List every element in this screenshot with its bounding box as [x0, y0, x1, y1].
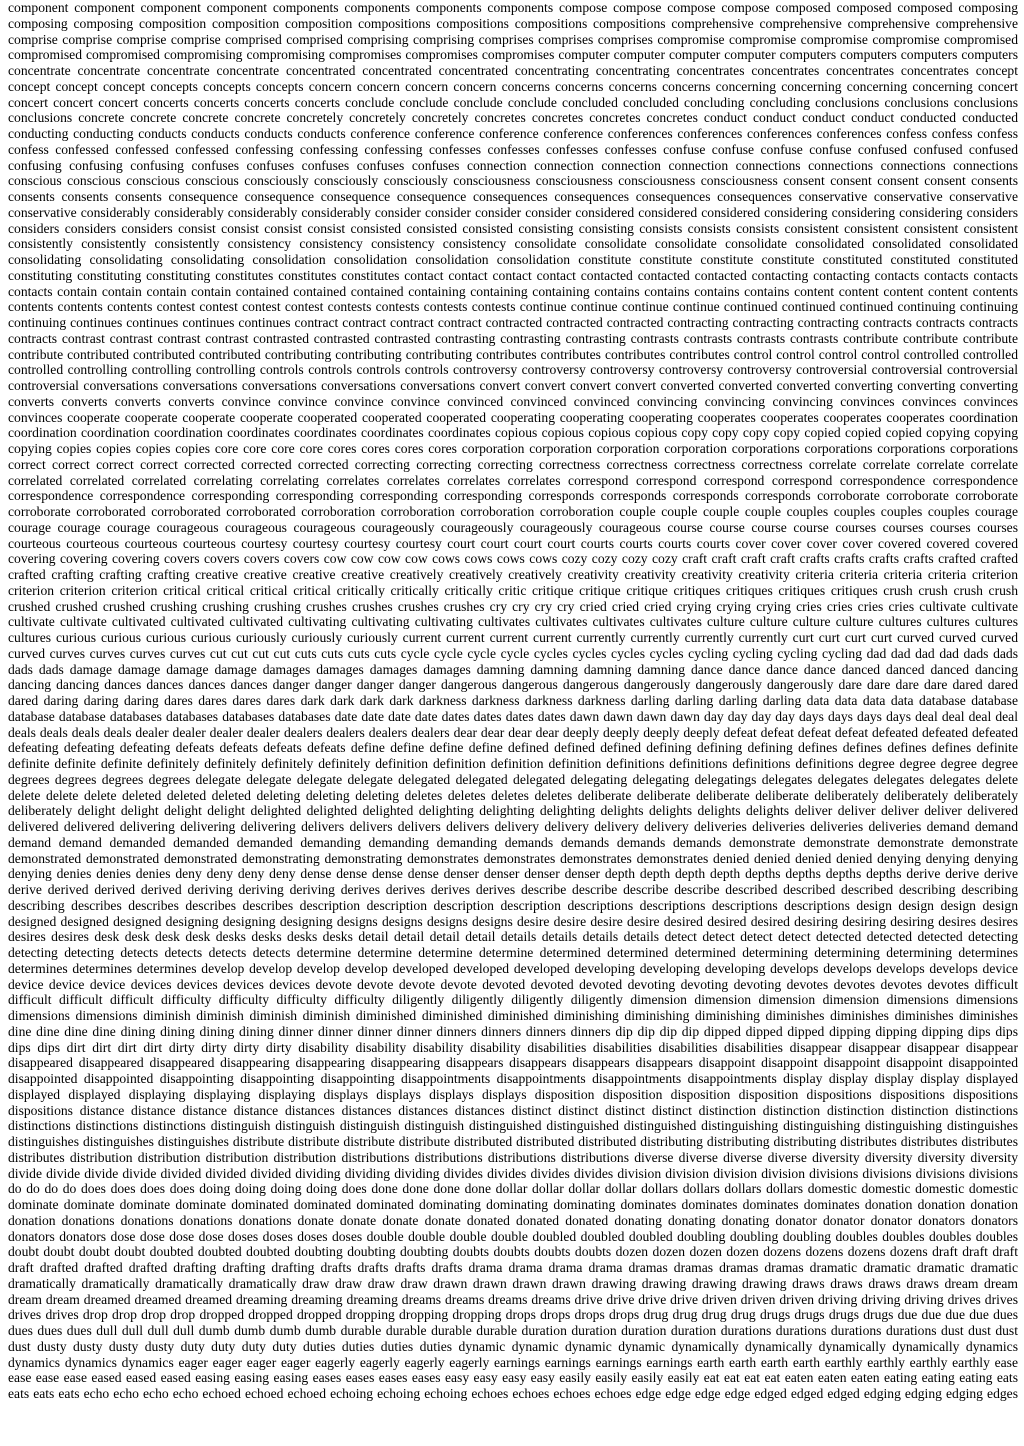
word-list-text: component component component component components components components components compose compose compose compose composed composed composed composing composing composing composition composition composition compositions compositions compositions compositions comprehensive comprehensive comprehensive comprehensive comprise comprise comprise comprise comprised comprised comprising comprising comprises comprises comprises compromise compromise compromise compromise compromised compromised compromised compromising compromising compromises compromises compromises computer computer computer computer computers computers computers computers concentrate concentrate concentrate concentrate concentrated concentrated concentrated concentrating concentrating concentrates concentrates concentrates concentrates concept concept concept concept concepts concepts concepts concern concern concern concern concerns concerns concerns concerns concerning concerning concerning concerning concert concert concert concert concerts concerts concerts concerts conclude conclude conclude conclude concluded concluded concluding concluding conclusions conclusions conclusions conclusions concrete concrete concrete concrete concretely concretely concretely concretes concretes concretes concretes conduct conduct conduct conduct conducted conducted conducting conducting conducts conducts conducts conducts conference conference conference conference conferences conferences conferences conferences confess confess confess confess confessed confessed confessed confessing confessing confessing confesses confesses confesses confesses confuse confuse confuse confuse confused confused confused confusing confusing confusing confuses confuses confuses confuses confuses connection connection connection connection connections connections connections connections conscious conscious conscious conscious consciously consciously consciously consciousness consciousness consciousness consciousness consent consent consent consent consents consents consents consents consequence consequence consequence consequence consequences consequences consequences consequences conservative conservative conservative conservative considerably considerably considerably considerably consider consider consider consider considered considered considered considering considering considering considers considers considers considers consist consist consist consist consisted consisted consisted consisting consisting consists consists consists consistent consistent consistent consistent consistently consistently consistently consistency consistency consistency consistency consolidate consolidate consolidate consolidate consolidated consolidated consolidated consolidating consolidating consolidating consolidation consolidation consolidation consolidation constitute constitute constitute constitute constituted constituted constituted constituting constituting constituting constitutes constitutes constitutes contact contact contact contact contacted contacted contacted contacting contacting contacts contacts contacts contacts contain contain contain contain contained contained contained containing containing containing contains contains contains contains content content content content contents contents contents contents contest contest contest contest contests contests contests contests continue continue continue continue continued continued continued continuing continuing continuing continues continues continues continues contract contract contract contract contracted contracted contracted contracting contracting contracting contracts contracts contracts contracts contrast contrast contrast contrast contrasted contrasted contrasted contrasting contrasting contrasting contrasts contrasts contrasts contrasts contribute contribute contribute contribute contributed contributed contributed contributing contributing contributing contributes contributes contributes contributes control control control control controlled controlled controlled controlling controlling controlling controls controls controls controls controversy controversy controversy controversy controversy controversial controversial controversial controversial conversations conversations conversations conversations conversations convert convert convert convert converted converted converted converting converting converting converts converts converts converts convince convince convince convince convinced convinced convinced convincing convincing convincing convinces convinces convinces convinces cooperate cooperate cooperate cooperate cooperated cooperated cooperated cooperating cooperating cooperating cooperates cooperates cooperates cooperates coordination coordination coordination coordination coordinates coordinates coordinates coordinates copious copious copious copious copy copy copy copy copied copied copied copying copying copying copies copies copies copies core core core core cores cores cores cores corporation corporation corporation corporation corporations corporations corporations corporations correct correct correct correct corrected corrected corrected correcting correcting correcting correctness correctness correctness correctness correlate correlate correlate correlate correlated correlated correlated correlating correlating correlates correlates correlates correlates correspond correspond correspond correspond correspondence correspondence correspondence correspondence corresponding corresponding corresponding corresponding corresponds corresponds corresponds corresponds corroborate corroborate corroborate corroborate corroborated corroborated corroborated corroboration corroboration corroboration corroboration couple couple couple couple couples couples couples couples courage courage courage courage courageous courageous courageous courageously courageously courageously courageous course course course course courses courses courses courses courteous courteous courteous courteous courtesy courtesy courtesy courtesy court court court court courts courts courts courts cover cover cover cover covered covered covered covering covering covering covers covers covers covers cow cow cow cow cows cows cows cows cozy cozy cozy cozy craft craft craft craft crafts crafts crafts crafts crafted crafted crafted crafting crafting crafting creative creative creative creative creatively creatively creatively creativity creativity creativity creativity criteria criteria criteria criteria criterion criterion criterion criterion critical critical critical critical critically critically critically critic critique critique critique critiques critiques critiques critiques crush crush crush crush crushed crushed crushed crushing crushing crushing crushes crushes crushes crushes cry cry cry cry cried cried cried crying crying crying cries cries cries cries cultivate cultivate cultivate cultivate cultivated cultivated cultivated cultivating cultivating cultivating cultivates cultivates cultivates cultivates culture culture culture culture cultures cultures cultures cultures curious curious curious curious curiously curiously curiously current current current current currently currently currently currently curt curt curt curt curved curved curved curved curves curves curves curves cut cut cut cut cuts cuts cuts cuts cycle cycle cycle cycle cycles cycles cycles cycles cycling cycling cycling cycling dad dad dad dad dads dads dads dads damage damage damage damage damages damages damages damages damning damning damning damning dance dance dance dance danced danced danced dancing dancing dancing dances dances dances dances danger danger danger danger dangerous dangerous dangerous dangerously dangerously dangerously dare dare dare dare dared dared dared daring daring daring dares dares dares dares dark dark dark dark darkness darkness darkness darkness darling darling darling darling data data data data database database database database databases databases databases databases date date date date dates dates dates dates dawn dawn dawn dawn day day day day days days days days deal deal deal deal deals deals deals deals dealer dealer dealer dealer dealers dealers dealers dealers dear dear dear dear deeply deeply deeply deeply defeat defeat defeat defeat defeated defeated defeated defeating defeating defeating defeats defeats defeats defeats define define define define defined defined defined defining defining defining defines defines defines defines definite definite definite definite definitely definitely definitely definitely definition definition definition definition definitions definitions definitions definitions degree degree degree degree degrees degrees degrees degrees delegate delegate delegate delegate delegated delegated delegated delegating delegating delegatings delegates delegates delegates delegates delete delete delete delete deleted deleted deleted deleting deleting deleting deletes deletes deletes deletes deliberate deliberate deliberate deliberate deliberately deliberately deliberately deliberately delight delight delight delight delighted delighted delighted delighting delighting delighting delights delights delights delights deliver deliver deliver deliver delivered delivered delivered delivering delivering delivering delivers delivers delivers delivers delivery delivery delivery delivery deliveries deliveries deliveries deliveries demand demand demand demand demanded demanded demanded demanding demanding demanding demands demands demands demands demonstrate demonstrate demonstrate demonstrate demonstrated demonstrated demonstrated demonstrating demonstrating demonstrates demonstrates demonstrates demonstrates denied denied denied denied denying denying denying denying denies denies denies deny deny deny deny dense dense dense dense denser denser denser denser depth depth depth depth depths depths depths depths derive derive derive derive derived derived derived deriving deriving deriving derives derives derives derives describe describe describe describe described described described describing describing describing describes describes describes describes description description description description descriptions descriptions descriptions descriptions design design design design designed designed designed designing designing designing designs designs designs designs desire desire desire desire desired desired desired desiring desiring desiring desires desires desires desires desk desk desk desk desks desks desks desks detail detail detail detail details details details details detect detect detect detect detected detected detected detecting detecting detecting detects detects detects detects determine determine determine determine determined determined determined determining determining determining determines determines determines determines develop develop develop develop developed developed developed developing developing developing develops develops develops develops device device device device devices devices devices devices devote devote devote devote devoted devoted devoted devoting devoting devoting devotes devotes devotes devotes difficult difficult difficult difficult difficulty difficulty difficulty difficulty diligently diligently diligently diligently dimension dimension dimension dimension dimensions dimensions dimensions dimensions diminish diminish diminish diminish diminished diminished diminished diminishing diminishing diminishing diminishes diminishes diminishes diminishes dine dine dine dine dining dining dining dining dinner dinner dinner dinner dinners dinners dinners dinners dip dip dip dip dipped dipped dipped dipping dipping dipping dips dips dips dips dirt dirt dirt dirt dirty dirty dirty dirty disability disability disability disability disabilities disabilities disabilities disabilities disappear disappear disappear disappear disappeared disappeared disappeared disappearing disappearing disappearing disappears disappears disappears disappears disappoint disappoint disappoint disappoint disappointed disappointed disappointed disappointing disappointing disappointing disappointments disappointments disappointments disappointments display display display display displayed displayed displayed displaying displaying displaying displays displays displays displays disposition disposition disposition disposition dispositions dispositions dispositions dispositions distance distance distance distance distances distances distances distances distinct distinct distinct distinct distinction distinction distinction distinction distinctions distinctions distinctions distinctions distinguish distinguish distinguish distinguish distinguished distinguished distinguished distinguishing distinguishing distinguishing distinguishes distinguishes distinguishes distinguishes distribute distribute distribute distribute distributed distributed distributed distributing distributing distributing distributes distributes distributes distributes distribution distribution distribution distribution distributions distributions distributions distributions diverse diverse diverse diverse diversity diversity diversity diversity divide divide divide divide divided divided divided dividing dividing dividing divides divides divides divides division division division division divisions divisions divisions divisions do do do do does does does does doing doing doing doing does done done done done dollar dollar dollar dollar dollars dollars dollars dollars domestic domestic domestic domestic dominate dominate dominate dominate dominated dominated dominated dominating dominating dominating dominates dominates dominates dominates donation donation donation donation donations donations donations donations donate donate donate donate donated donated donated donating donating donating donator donator donator donators donators donators donators dose dose dose dose doses doses doses doses double double double double doubled doubled doubled doubling doubling doubling doubles doubles doubles doubles doubt doubt doubt doubt doubted doubted doubted doubting doubting doubting doubts doubts doubts doubts dozen dozen dozen dozen dozens dozens dozens dozens draft draft draft draft drafted drafted drafted drafting drafting drafting drafts drafts drafts drafts drama drama drama drama dramas dramas dramas dramas dramatic dramatic dramatic dramatic dramatically dramatically dramatically dramatically draw draw draw draw drawn drawn drawn drawn drawing drawing drawing drawing draws draws draws draws dream dream dream dream dreamed dreamed dreamed dreaming dreaming dreaming dreams dreams dreams dreams drive drive drive drive driven driven driven driving driving driving drives drives drives drives drop drop drop drop dropped dropped dropped dropping dropping dropping drops drops drops drops drug drug drug drug drugs drugs drugs drugs due due due due dues dues dues dues dull dull dull dull dumb dumb dumb dumb durable durable durable durable duration duration duration duration durations durations durations durations dust dust dust dust dusty dusty dusty dusty duty duty duty duty duties duties duties duties dynamic dynamic dynamic dynamic dynamically dynamically dynamically dynamically dynamics dynamics dynamics dynamics eager eager eager eager eagerly eagerly eagerly eagerly earnings earnings earnings earnings earth earth earth earth earthly earthly earthly earthly ease ease ease ease eased eased eased easing easing easing eases eases eases eases easy easy easy easy easily easily easily easily eat eat eat eat eaten eaten eaten eating eating eating eats eats eats eats echo echo echo echo echoed echoed echoed echoing echoing echoing echoes echoes echoes echoes edge edge edge edge edged edged edged edging edging edging edges: [8, 0, 1018, 1401]
